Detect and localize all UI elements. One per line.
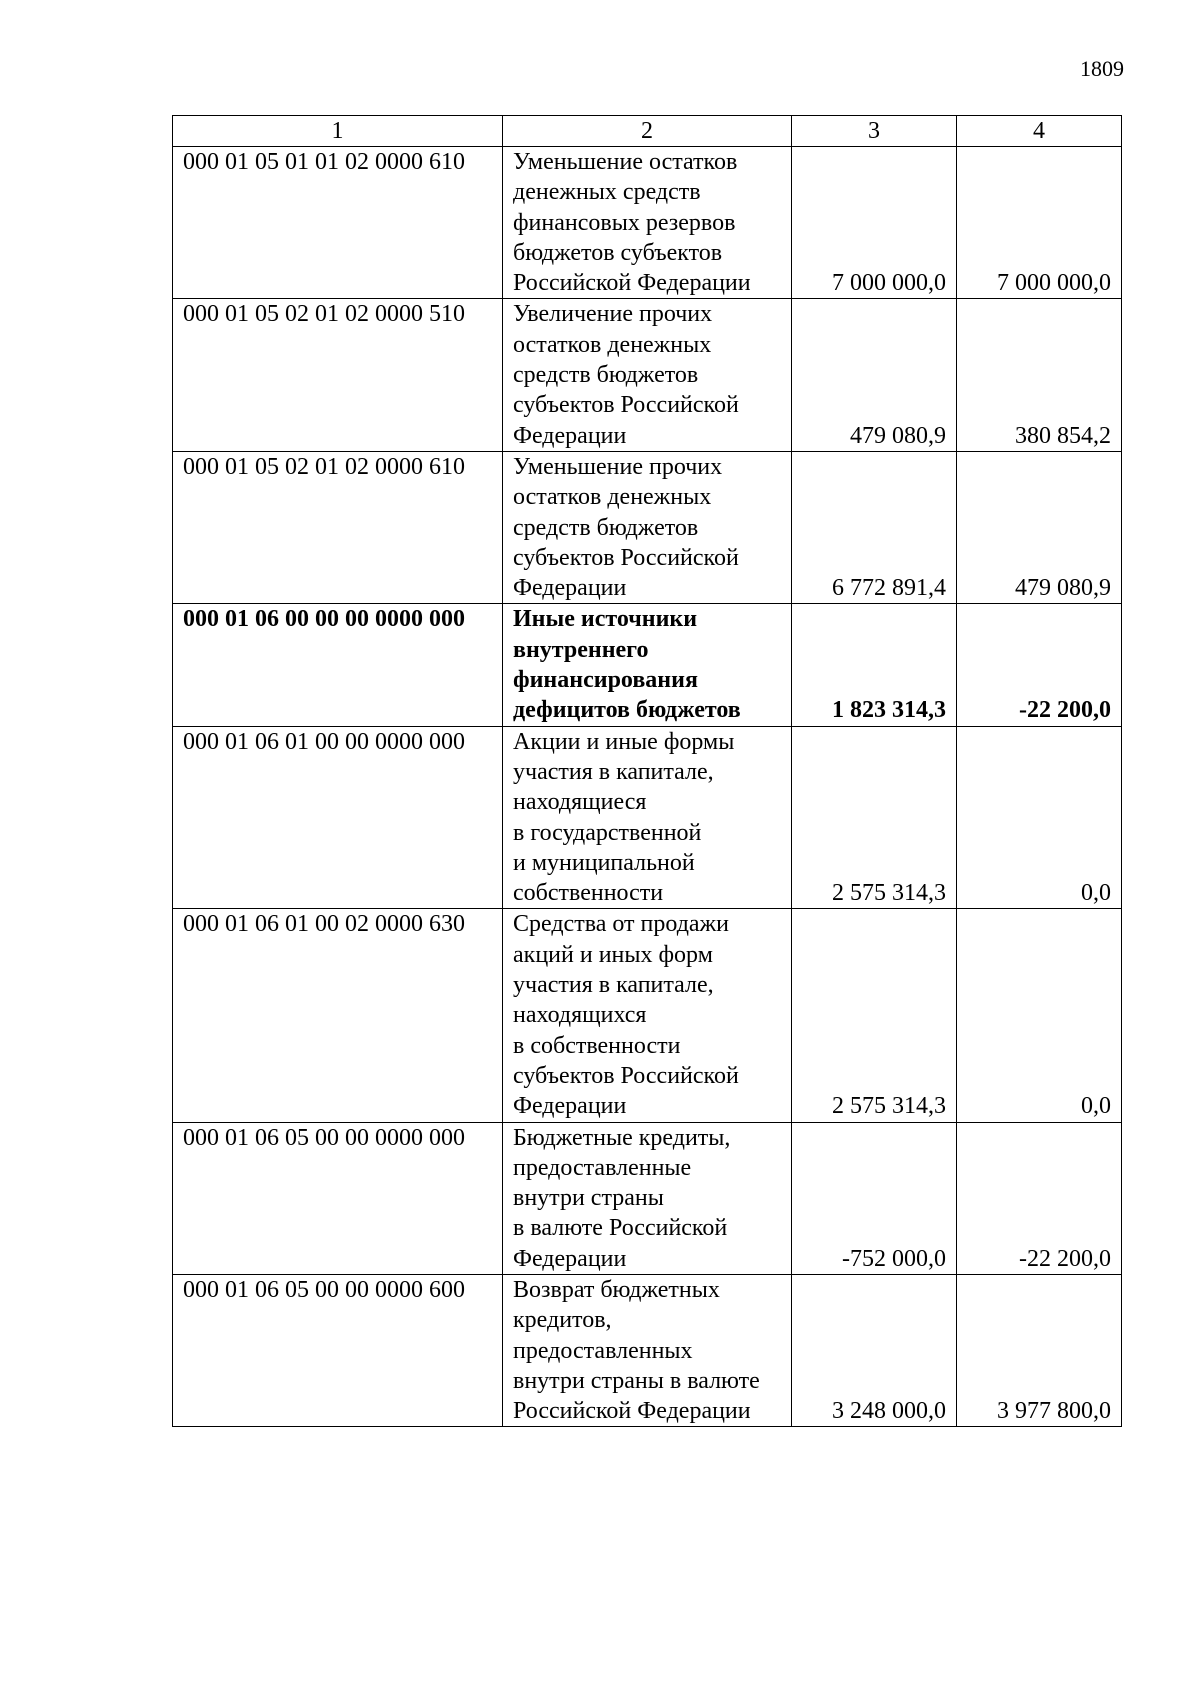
description-cell bbox=[503, 451, 792, 603]
page-number: 1809 bbox=[1080, 56, 1124, 81]
description-line: внутреннего bbox=[513, 636, 649, 663]
amount-column-3-cell: 3 248 000,0 bbox=[792, 1274, 957, 1426]
description-line: Увеличение прочих bbox=[513, 301, 713, 328]
description-line: средств бюджетов bbox=[513, 514, 699, 541]
amount-column-4-cell: 3 977 800,0 bbox=[957, 1274, 1122, 1426]
table-row bbox=[173, 604, 1122, 726]
description-line: в государственной bbox=[513, 819, 702, 846]
column-header-2: 2 bbox=[503, 116, 792, 147]
description-line: Средства от продажи bbox=[513, 911, 729, 938]
amount-column-4-cell: 7 000 000,0 bbox=[957, 147, 1122, 299]
description-line: собственности bbox=[513, 880, 664, 907]
description-line: внутри страны bbox=[513, 1185, 664, 1212]
description-cell bbox=[503, 299, 792, 451]
description-line: Российской Федерации bbox=[513, 1398, 751, 1425]
description-line: субъектов Российской bbox=[513, 392, 739, 419]
description-line: Федерации bbox=[513, 422, 627, 449]
description-line: кредитов, bbox=[513, 1307, 612, 1334]
amount-column-3-cell: 2 575 314,3 bbox=[792, 909, 957, 1122]
budget-code-cell: 000 01 06 00 00 00 0000 000 bbox=[173, 604, 503, 726]
description-line: средств бюджетов bbox=[513, 362, 699, 389]
description-line: предоставленных bbox=[513, 1337, 693, 1364]
description-line: остатков денежных bbox=[513, 484, 712, 511]
amount-column-4-cell: 479 080,9 bbox=[957, 451, 1122, 603]
amount-column-3-cell: -752 000,0 bbox=[792, 1122, 957, 1274]
amount-column-4-cell: -22 200,0 bbox=[957, 1122, 1122, 1274]
budget-code-cell: 000 01 05 02 01 02 0000 610 bbox=[173, 451, 503, 603]
table-row bbox=[173, 1122, 1122, 1274]
amount-column-4-cell: 0,0 bbox=[957, 909, 1122, 1122]
description-line: внутри страны в валюте bbox=[513, 1367, 760, 1394]
description-line: Акции и иные формы bbox=[513, 728, 735, 755]
description-cell bbox=[503, 909, 792, 1122]
column-header-1: 1 bbox=[173, 116, 503, 147]
amount-column-3-cell: 479 080,9 bbox=[792, 299, 957, 451]
description-line: субъектов Российской bbox=[513, 544, 739, 571]
column-header-3: 3 bbox=[792, 116, 957, 147]
description-cell bbox=[503, 726, 792, 909]
description-cell bbox=[503, 604, 792, 726]
description-line: и муниципальной bbox=[513, 849, 695, 876]
description-line: находящиеся bbox=[513, 789, 647, 816]
budget-code-cell: 000 01 06 01 00 02 0000 630 bbox=[173, 909, 503, 1122]
amount-column-3-cell: 1 823 314,3 bbox=[792, 604, 957, 726]
budget-code-cell: 000 01 06 05 00 00 0000 600 bbox=[173, 1274, 503, 1426]
table-body bbox=[173, 147, 1122, 1427]
budget-code-cell: 000 01 06 05 00 00 0000 000 bbox=[173, 1122, 503, 1274]
description-line: в собственности bbox=[513, 1032, 681, 1059]
table-row bbox=[173, 299, 1122, 451]
amount-column-4-cell: -22 200,0 bbox=[957, 604, 1122, 726]
description-cell bbox=[503, 147, 792, 299]
amount-column-3-cell: 7 000 000,0 bbox=[792, 147, 957, 299]
table-row bbox=[173, 147, 1122, 299]
description-line: Уменьшение остатков bbox=[513, 149, 738, 175]
description-line: Уменьшение прочих bbox=[513, 453, 723, 480]
description-line: предоставленные bbox=[513, 1154, 692, 1181]
description-line: находящихся bbox=[513, 1002, 647, 1029]
description-line: Федерации bbox=[513, 1093, 627, 1120]
description-line: в валюте Российской bbox=[513, 1215, 728, 1242]
description-line: Федерации bbox=[513, 575, 627, 602]
budget-code-cell: 000 01 05 02 01 02 0000 510 bbox=[173, 299, 503, 451]
description-line: финансирования bbox=[513, 667, 698, 694]
description-line: Российской Федерации bbox=[513, 270, 751, 297]
table-row bbox=[173, 726, 1122, 909]
description-line: остатков денежных bbox=[513, 331, 712, 358]
budget-code-cell: 000 01 06 01 00 00 0000 000 bbox=[173, 726, 503, 909]
description-line: участия в капитале, bbox=[513, 972, 714, 999]
description-line: денежных средств bbox=[513, 179, 701, 206]
description-line: дефицитов бюджетов bbox=[513, 697, 741, 724]
budget-code-cell: 000 01 05 01 01 02 0000 610 bbox=[173, 147, 503, 299]
amount-column-3-cell: 2 575 314,3 bbox=[792, 726, 957, 909]
table-row bbox=[173, 451, 1122, 603]
description-cell bbox=[503, 1122, 792, 1274]
description-line: Федерации bbox=[513, 1245, 627, 1272]
budget-sources-table bbox=[172, 115, 1122, 1427]
amount-column-4-cell: 0,0 bbox=[957, 726, 1122, 909]
amount-column-3-cell: 6 772 891,4 bbox=[792, 451, 957, 603]
description-cell bbox=[503, 1274, 792, 1426]
description-line: Возврат бюджетных bbox=[513, 1276, 720, 1303]
table-row bbox=[173, 909, 1122, 1122]
description-line: Иные источники bbox=[513, 606, 698, 633]
table-header-row bbox=[173, 116, 1122, 147]
amount-column-4-cell: 380 854,2 bbox=[957, 299, 1122, 451]
description-line: субъектов Российской bbox=[513, 1062, 739, 1089]
column-header-4: 4 bbox=[957, 116, 1122, 147]
description-line: участия в капитале, bbox=[513, 758, 714, 785]
description-line: бюджетов субъектов bbox=[513, 239, 723, 266]
table-row bbox=[173, 1274, 1122, 1426]
description-line: Бюджетные кредиты, bbox=[513, 1124, 731, 1151]
description-line: акций и иных форм bbox=[513, 941, 713, 968]
description-line: финансовых резервов bbox=[513, 209, 736, 236]
